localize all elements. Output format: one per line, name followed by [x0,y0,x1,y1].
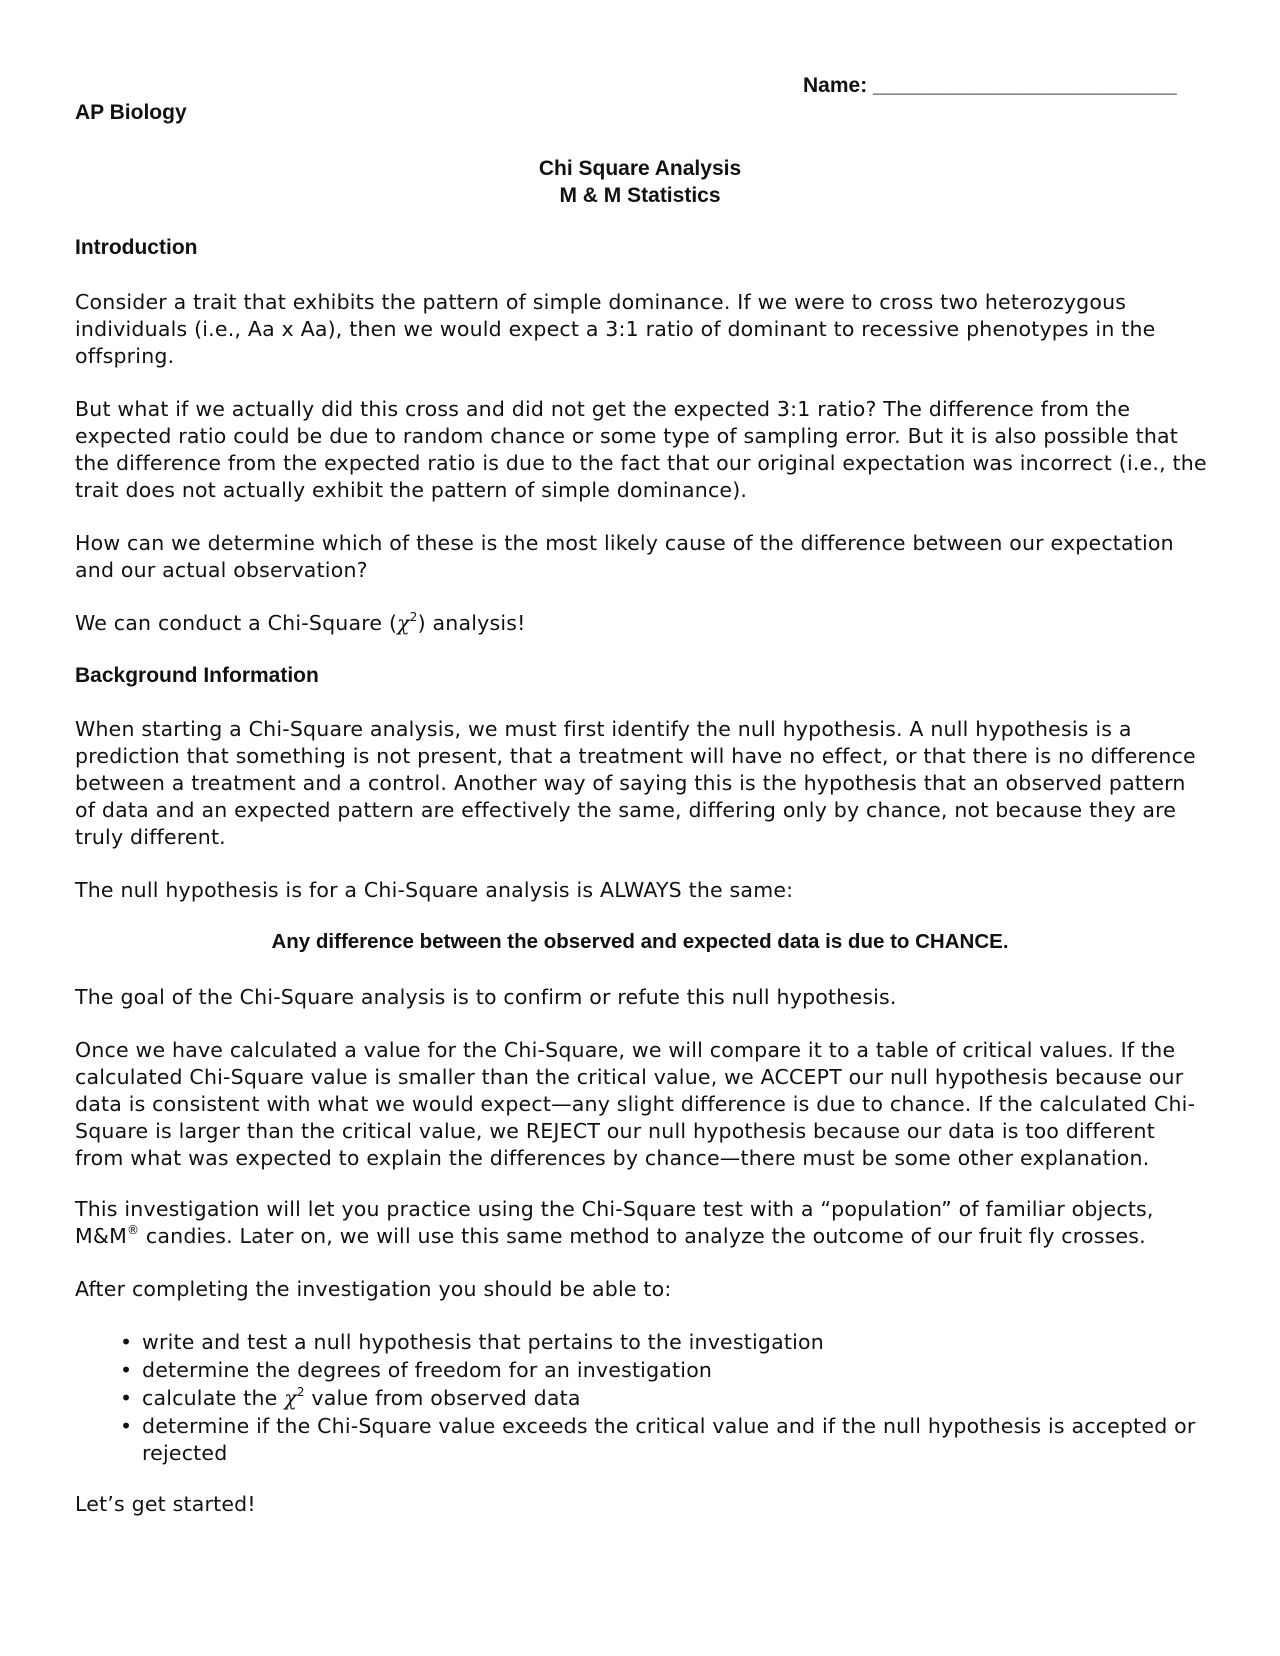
background-heading: Background Information [75,664,319,687]
intro-paragraph-2: But what if we actually did this cross and did not get the expected 3:1 ratio? The difference from the expected ratio could be due to random chance or some type of sampling error. But it is also possible that the difference from the expected ratio is due to the fact that our original expectation was incorrect (i.e., the trait does not actually exhibit the pattern of simple dominance). [75,397,1207,502]
list-item [118,1385,1198,1412]
learning-goals-list [118,1329,1198,1468]
intro-p4-before: We can conduct a Chi-Square ( [75,611,398,635]
course-title: AP Biology [75,101,187,124]
background-paragraph-3: The goal of the Chi-Square analysis is to confirm or refute this null hypothesis. [75,985,897,1009]
goal-text-3-after: value from observed data [304,1386,581,1410]
background-paragraph-2: The null hypothesis is for a Chi-Square analysis is ALWAYS the same: [75,878,794,902]
chi-symbol: χ [284,1386,297,1410]
title-line-1: Chi Square Analysis [538,157,742,180]
null-hypothesis-statement: Any difference between the observed and expected data is due to CHANCE. [271,930,1009,953]
introduction-heading: Introduction [75,236,198,259]
intro-paragraph-1: Consider a trait that exhibits the pattern of simple dominance. If we were to cross two heterozygous individuals (i.e., Aa x Aa), then we would expect a 3:1 ratio of dominant to recessive phenotypes in the offspring. [75,290,1156,368]
background-paragraph-5 [75,1196,1210,1250]
chi-symbol: χ [397,611,410,635]
background-paragraph-4: Once we have calculated a value for the Chi-Square, we will compare it to a table of critical values. If the calculated Chi-Square value is smaller than the critical value, we ACCEPT our null hypothesis because our data is consistent with what we would expect—any slight difference is due to chance. If the calculated Chi-Square is larger than the critical value, we REJECT our null hypothesis because our data is too different from what was expected to explain the differences by chance—there must be some other explanation. [75,1038,1196,1170]
list-item [118,1413,1198,1467]
title-line-2: M & M Statistics [559,184,721,207]
list-item [118,1329,1198,1356]
intro-paragraph-4 [75,610,1210,637]
registered-mark: ® [126,1223,140,1237]
bg-p5-after: candies. Later on, we will use this same method to analyze the outcome of our fruit fly crosses. [139,1224,1146,1248]
intro-p4-after: ) analysis! [417,611,526,635]
list-item [118,1357,1198,1384]
goal-text-2: determine the degrees of freedom for an investigation [142,1358,713,1382]
goal-text-1: write and test a null hypothesis that pertains to the investigation [142,1330,824,1354]
bullet-icon: • [120,1358,133,1382]
bullet-icon: • [120,1414,133,1438]
background-paragraph-1: When starting a Chi-Square analysis, we must first identify the null hypothesis. A null hypothesis is a prediction that something is not present, that a treatment will have no effect, or that there is no difference between a treatment and a control. Another way of saying this is the hypothesis that an observed pattern of data and an expected pattern are effectively the same, differing only by chance, not because they are truly different. [75,717,1196,849]
bullet-icon: • [120,1386,133,1410]
bullet-icon: • [120,1330,133,1354]
intro-paragraph-3: How can we determine which of these is the most likely cause of the difference between our expectation and our actual observation? [75,531,1174,582]
goal-text-4: determine if the Chi-Square value exceeds the critical value and if the null hypothesis is accepted or rejected [142,1414,1196,1465]
goal-text-3-before: calculate the [142,1386,285,1410]
bg-p5-before: This investigation will let you practice using the Chi-Square test with a “population” of familiar objects, M&M [75,1197,1154,1248]
background-paragraph-6: After completing the investigation you should be able to: [75,1277,672,1301]
name-field-label: Name: __________________________ [803,74,1177,97]
document-title [0,155,1280,209]
closing-line: Let’s get started! [75,1492,256,1516]
chi-exponent: 2 [409,610,418,624]
chi-exponent: 2 [296,1385,305,1399]
